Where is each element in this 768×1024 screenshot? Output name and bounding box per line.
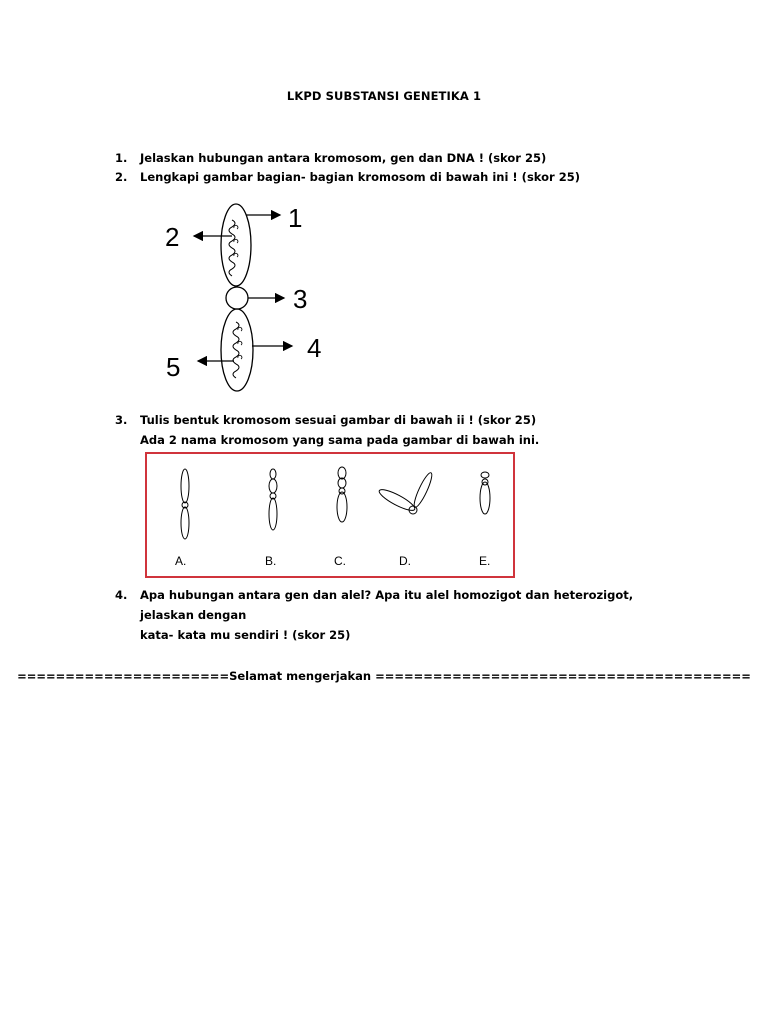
chromosome-c [337, 467, 347, 522]
chromosome-parts-diagram [160, 200, 360, 390]
dna-coil-lower [233, 322, 239, 378]
chromosome-a [181, 469, 189, 539]
closing-line: ======================Selamat mengerjakan ======================================= [17, 669, 751, 683]
diagram-label-1: 1 [288, 203, 303, 233]
chromatid-upper-arm [221, 204, 251, 286]
centromere [226, 287, 248, 309]
diagram-label-3: 3 [293, 284, 308, 314]
question-text: Ada 2 nama kromosom yang sama pada gambar di bawah ini. [140, 433, 540, 447]
chromosome-d [377, 471, 435, 514]
diagram-label-4: 4 [307, 333, 322, 363]
chromosome-label-c: C. [334, 554, 346, 568]
question-text: kata- kata mu sendiri ! (skor 25) [140, 628, 351, 642]
question-text: Apa hubungan antara gen dan alel? Apa itu alel homozigot dan heterozigot, jelaskan dengan [140, 588, 634, 622]
question-text: Lengkapi gambar bagian- bagian kromosom di bawah ini ! (skor 25) [140, 170, 580, 184]
dna-coil-upper [229, 220, 235, 276]
diagram-label-2: 2 [165, 222, 180, 252]
question-number: 3. [115, 413, 128, 427]
question-text: Tulis bentuk kromosom sesuai gambar di bawah ii ! (skor 25) [140, 413, 537, 427]
question-number: 4. [115, 588, 128, 602]
question-text: Jelaskan hubungan antara kromosom, gen dan DNA ! (skor 25) [140, 151, 547, 165]
worksheet-title: LKPD SUBSTANSI GENETIKA 1 [286, 89, 482, 103]
chromosome-label-a: A. [175, 554, 187, 568]
question-number: 1. [115, 151, 128, 165]
chromosome-b [269, 469, 277, 530]
chromosome-label-b: B. [265, 554, 277, 568]
question-number: 2. [115, 170, 128, 184]
diagram-label-5: 5 [166, 352, 181, 382]
chromosome-label-d: D. [399, 554, 411, 568]
chromosome-e [480, 472, 490, 514]
chromosome-types-figure [145, 452, 515, 578]
chromosome-label-e: E. [479, 554, 491, 568]
